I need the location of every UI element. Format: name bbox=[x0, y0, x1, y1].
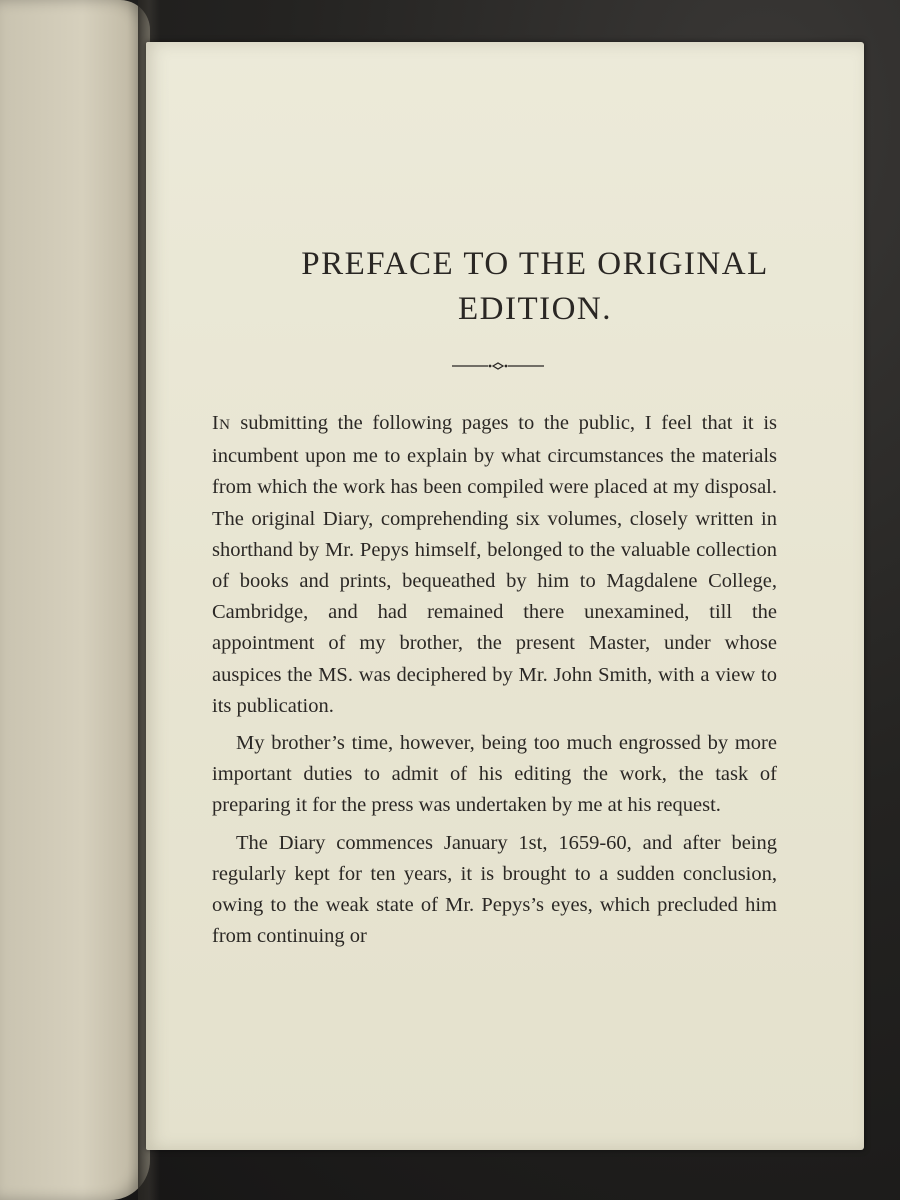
paragraph-2: My brother’s time, however, being too much engrossed by more important duties to admit of his editing the work, the task of preparing it for the press was undertaken by me at his request. bbox=[212, 732, 777, 817]
book-page bbox=[146, 42, 864, 1150]
left-page-edge bbox=[0, 0, 150, 1200]
ornamental-divider-icon bbox=[452, 360, 544, 372]
preface-body bbox=[212, 408, 777, 952]
paragraph-1: IN submitting the following pages to the public, I feel that it is incumbent upon me to explain by what circumstances the materials from which the work has been compiled were placed at my disposal. The original Diary, comprehending six volumes, closely written in shorthand by Mr. Pepys himself, belonged to the valuable collection of books and prints, bequeathed by him to Magdalene College, Cambridge, and had remained there unexamined, till the appointment of my brother, the present Master, under whose auspices the MS. was deciphered by Mr. John Smith, with a view to its publication. bbox=[212, 412, 777, 717]
page-title bbox=[206, 242, 864, 332]
title-line-2: EDITION. bbox=[457, 291, 613, 327]
lead-capital: IN bbox=[212, 412, 231, 434]
paragraph-3: The Diary commences January 1st, 1659-60, and after being regularly kept for ten years, it is brought to a sudden conclusion, owing to the weak state of Mr. Pepys’s eyes, which precluded him from continuing or bbox=[212, 831, 777, 948]
title-line-1: PREFACE TO THE ORIGINAL bbox=[301, 246, 769, 282]
